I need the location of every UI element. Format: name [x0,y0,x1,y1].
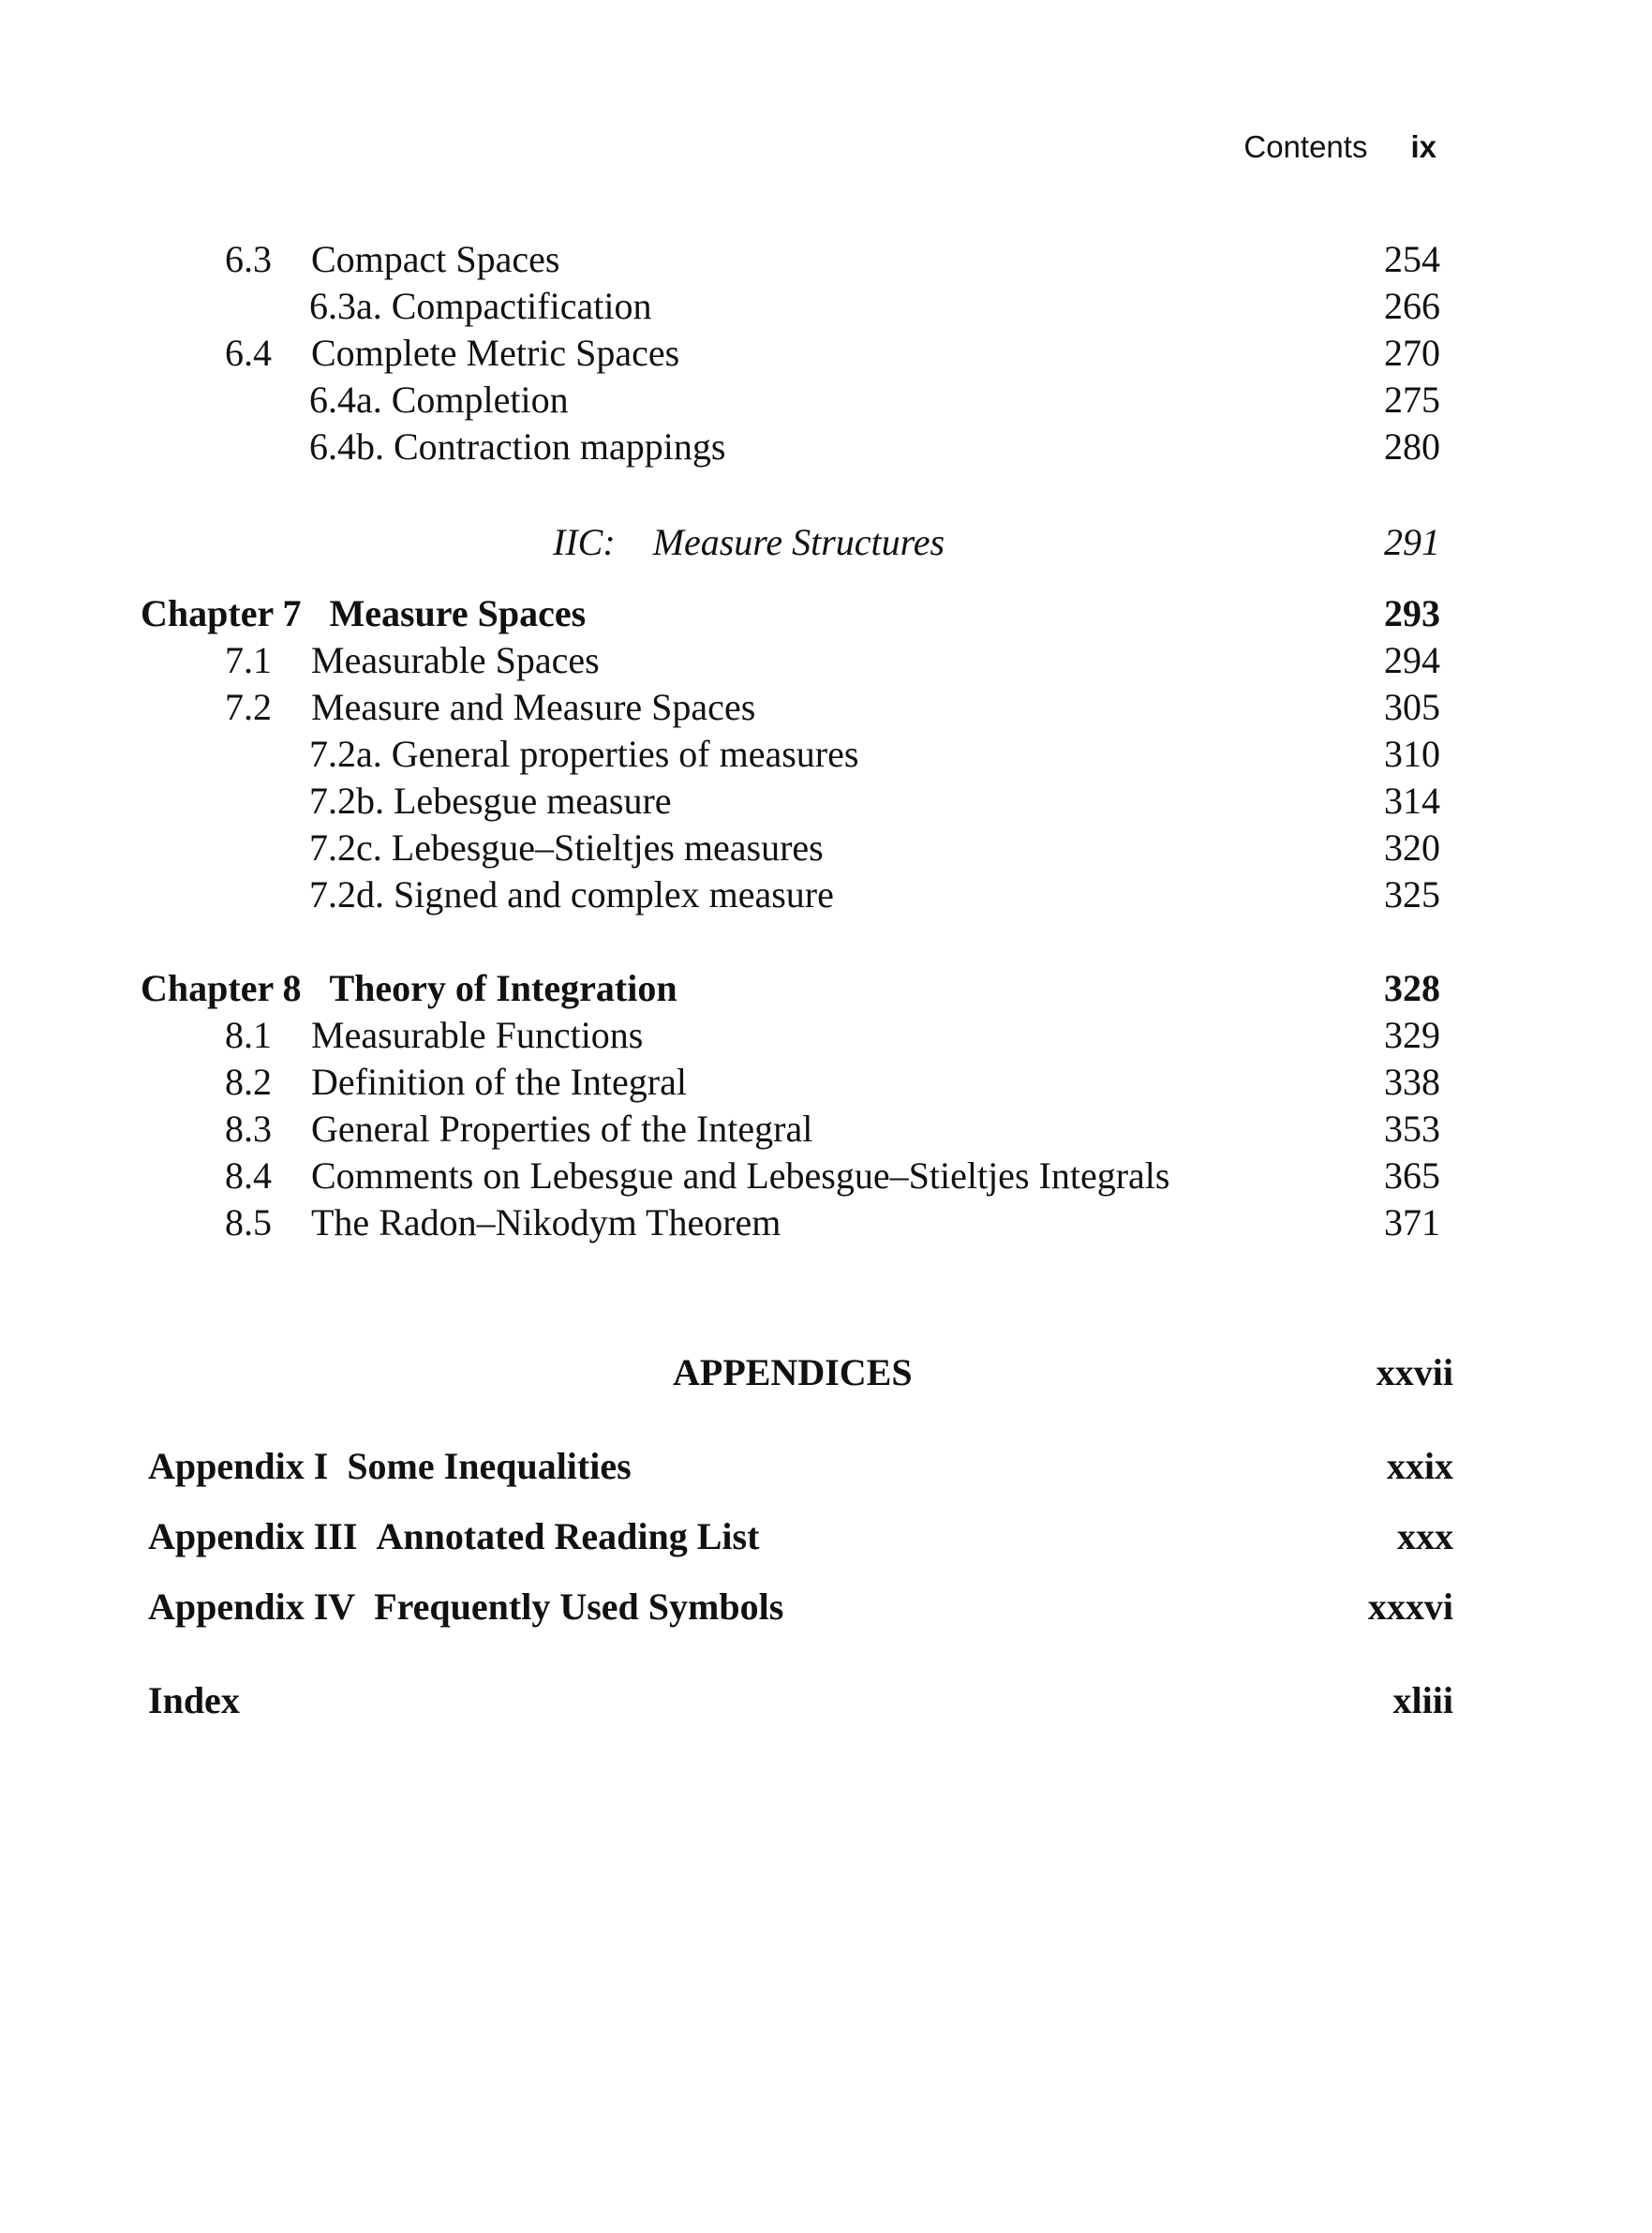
toc-appendices-heading[interactable] [0,1349,1652,1396]
subsection-title: 7.2b. Lebesgue measure [309,780,672,822]
section-title: Definition of the Integral [311,1061,687,1103]
toc-entry-8-5[interactable] [0,1199,1652,1246]
section-number: 7.1 [225,639,272,681]
toc-entry-7-2d[interactable] [0,871,1652,918]
section-number: 7.2 [225,686,272,728]
toc-entry-6-3[interactable] [0,236,1652,283]
section-title: Measure and Measure Spaces [311,686,756,728]
part-label: IIC: [553,521,616,563]
page-number: 338 [1384,1061,1440,1103]
page-number: 294 [1384,639,1440,681]
page-number: 280 [1384,425,1440,468]
toc-entry-7-2[interactable] [0,684,1652,731]
section-title: Comments on Lebesgue and Lebesgue–Stieltjes Integrals [311,1154,1170,1197]
subsection-title: 6.3a. Compactification [309,285,652,327]
section-number: 8.3 [225,1108,272,1150]
section-number: 6.4 [225,332,272,374]
running-head-page-number: ix [1410,129,1436,164]
index-title: Index [148,1679,240,1721]
toc-chapter-7[interactable] [0,590,1652,637]
toc-entry-8-3[interactable] [0,1106,1652,1153]
appendix-heading [148,1443,632,1490]
page-number: 353 [1384,1108,1440,1150]
chapter-label: Chapter 7 [141,592,302,634]
appendix-title: Frequently Used Symbols [374,1585,784,1628]
subsection-title: 6.4b. Contraction mappings [309,425,726,468]
chapter-title: Measure Spaces [329,592,587,634]
page-number: 329 [1384,1014,1440,1056]
appendix-label: Appendix I [148,1445,329,1487]
appendix-label: Appendix IV [148,1585,356,1628]
page-number: 254 [1384,238,1440,280]
page-number: xxix [1386,1445,1453,1487]
page-number: 266 [1384,285,1440,327]
appendix-heading [148,1584,783,1630]
subsection-title: 7.2a. General properties of measures [309,733,859,775]
chapter-heading [141,590,586,637]
chapter-title: Theory of Integration [329,967,677,1009]
toc-entry-8-4[interactable] [0,1153,1652,1199]
section-title: General Properties of the Integral [311,1108,813,1150]
page-number: xxx [1397,1515,1453,1557]
section-number: 8.5 [225,1201,272,1243]
page-number: 365 [1384,1154,1440,1197]
toc-chapter-8[interactable] [0,965,1652,1012]
chapter-heading [141,965,677,1012]
page-number: 314 [1384,780,1440,822]
toc-entry-6-3a[interactable] [0,283,1652,330]
page-number: 291 [1384,521,1440,563]
toc-entry-7-2c[interactable] [0,825,1652,871]
page-number: 293 [1384,592,1440,634]
toc-index[interactable] [0,1677,1652,1724]
page-number: 275 [1384,379,1440,421]
toc-part-iic[interactable] [0,519,1652,566]
section-number: 8.2 [225,1061,272,1103]
toc-entry-6-4b[interactable] [0,424,1652,470]
page-number: xliii [1392,1679,1453,1721]
page-number: 320 [1384,826,1440,869]
part-heading [553,519,945,566]
part-title: Measure Structures [652,521,945,563]
toc-entry-7-2a[interactable] [0,731,1652,778]
page-number: 270 [1384,332,1440,374]
page-number: 328 [1384,967,1440,1009]
toc-entry-7-1[interactable] [0,637,1652,684]
section-number: 8.1 [225,1014,272,1056]
section-title: Compact Spaces [311,238,560,280]
toc-entry-8-2[interactable] [0,1059,1652,1106]
section-number: 8.4 [225,1154,272,1197]
toc-entry-6-4[interactable] [0,330,1652,377]
running-head-label: Contents [1243,129,1368,164]
page-number: 310 [1384,733,1440,775]
toc-entry-6-4a[interactable] [0,377,1652,424]
appendix-title: Annotated Reading List [376,1515,760,1557]
appendix-title: Some Inequalities [347,1445,632,1487]
page-number: xxxvi [1367,1585,1453,1628]
section-number: 6.3 [225,238,272,280]
page-number: xxvii [1376,1351,1453,1393]
subsection-title: 7.2d. Signed and complex measure [309,873,834,916]
page-number: 371 [1384,1201,1440,1243]
toc-entry-8-1[interactable] [0,1012,1652,1059]
appendices-title: APPENDICES [673,1351,913,1393]
section-title: Complete Metric Spaces [311,332,680,374]
section-title: The Radon–Nikodym Theorem [311,1201,781,1243]
subsection-title: 6.4a. Completion [309,379,569,421]
toc-appendix-iv[interactable] [0,1584,1652,1630]
chapter-label: Chapter 8 [141,967,302,1009]
subsection-title: 7.2c. Lebesgue–Stieltjes measures [309,826,824,869]
toc-entry-7-2b[interactable] [0,778,1652,825]
section-title: Measurable Functions [311,1014,644,1056]
running-head [1243,129,1436,165]
appendix-label: Appendix III [148,1515,358,1557]
page-number: 325 [1384,873,1440,916]
toc-appendix-i[interactable] [0,1443,1652,1490]
section-title: Measurable Spaces [311,639,600,681]
appendix-heading [148,1513,759,1560]
toc-appendix-iii[interactable] [0,1513,1652,1560]
page-number: 305 [1384,686,1440,728]
